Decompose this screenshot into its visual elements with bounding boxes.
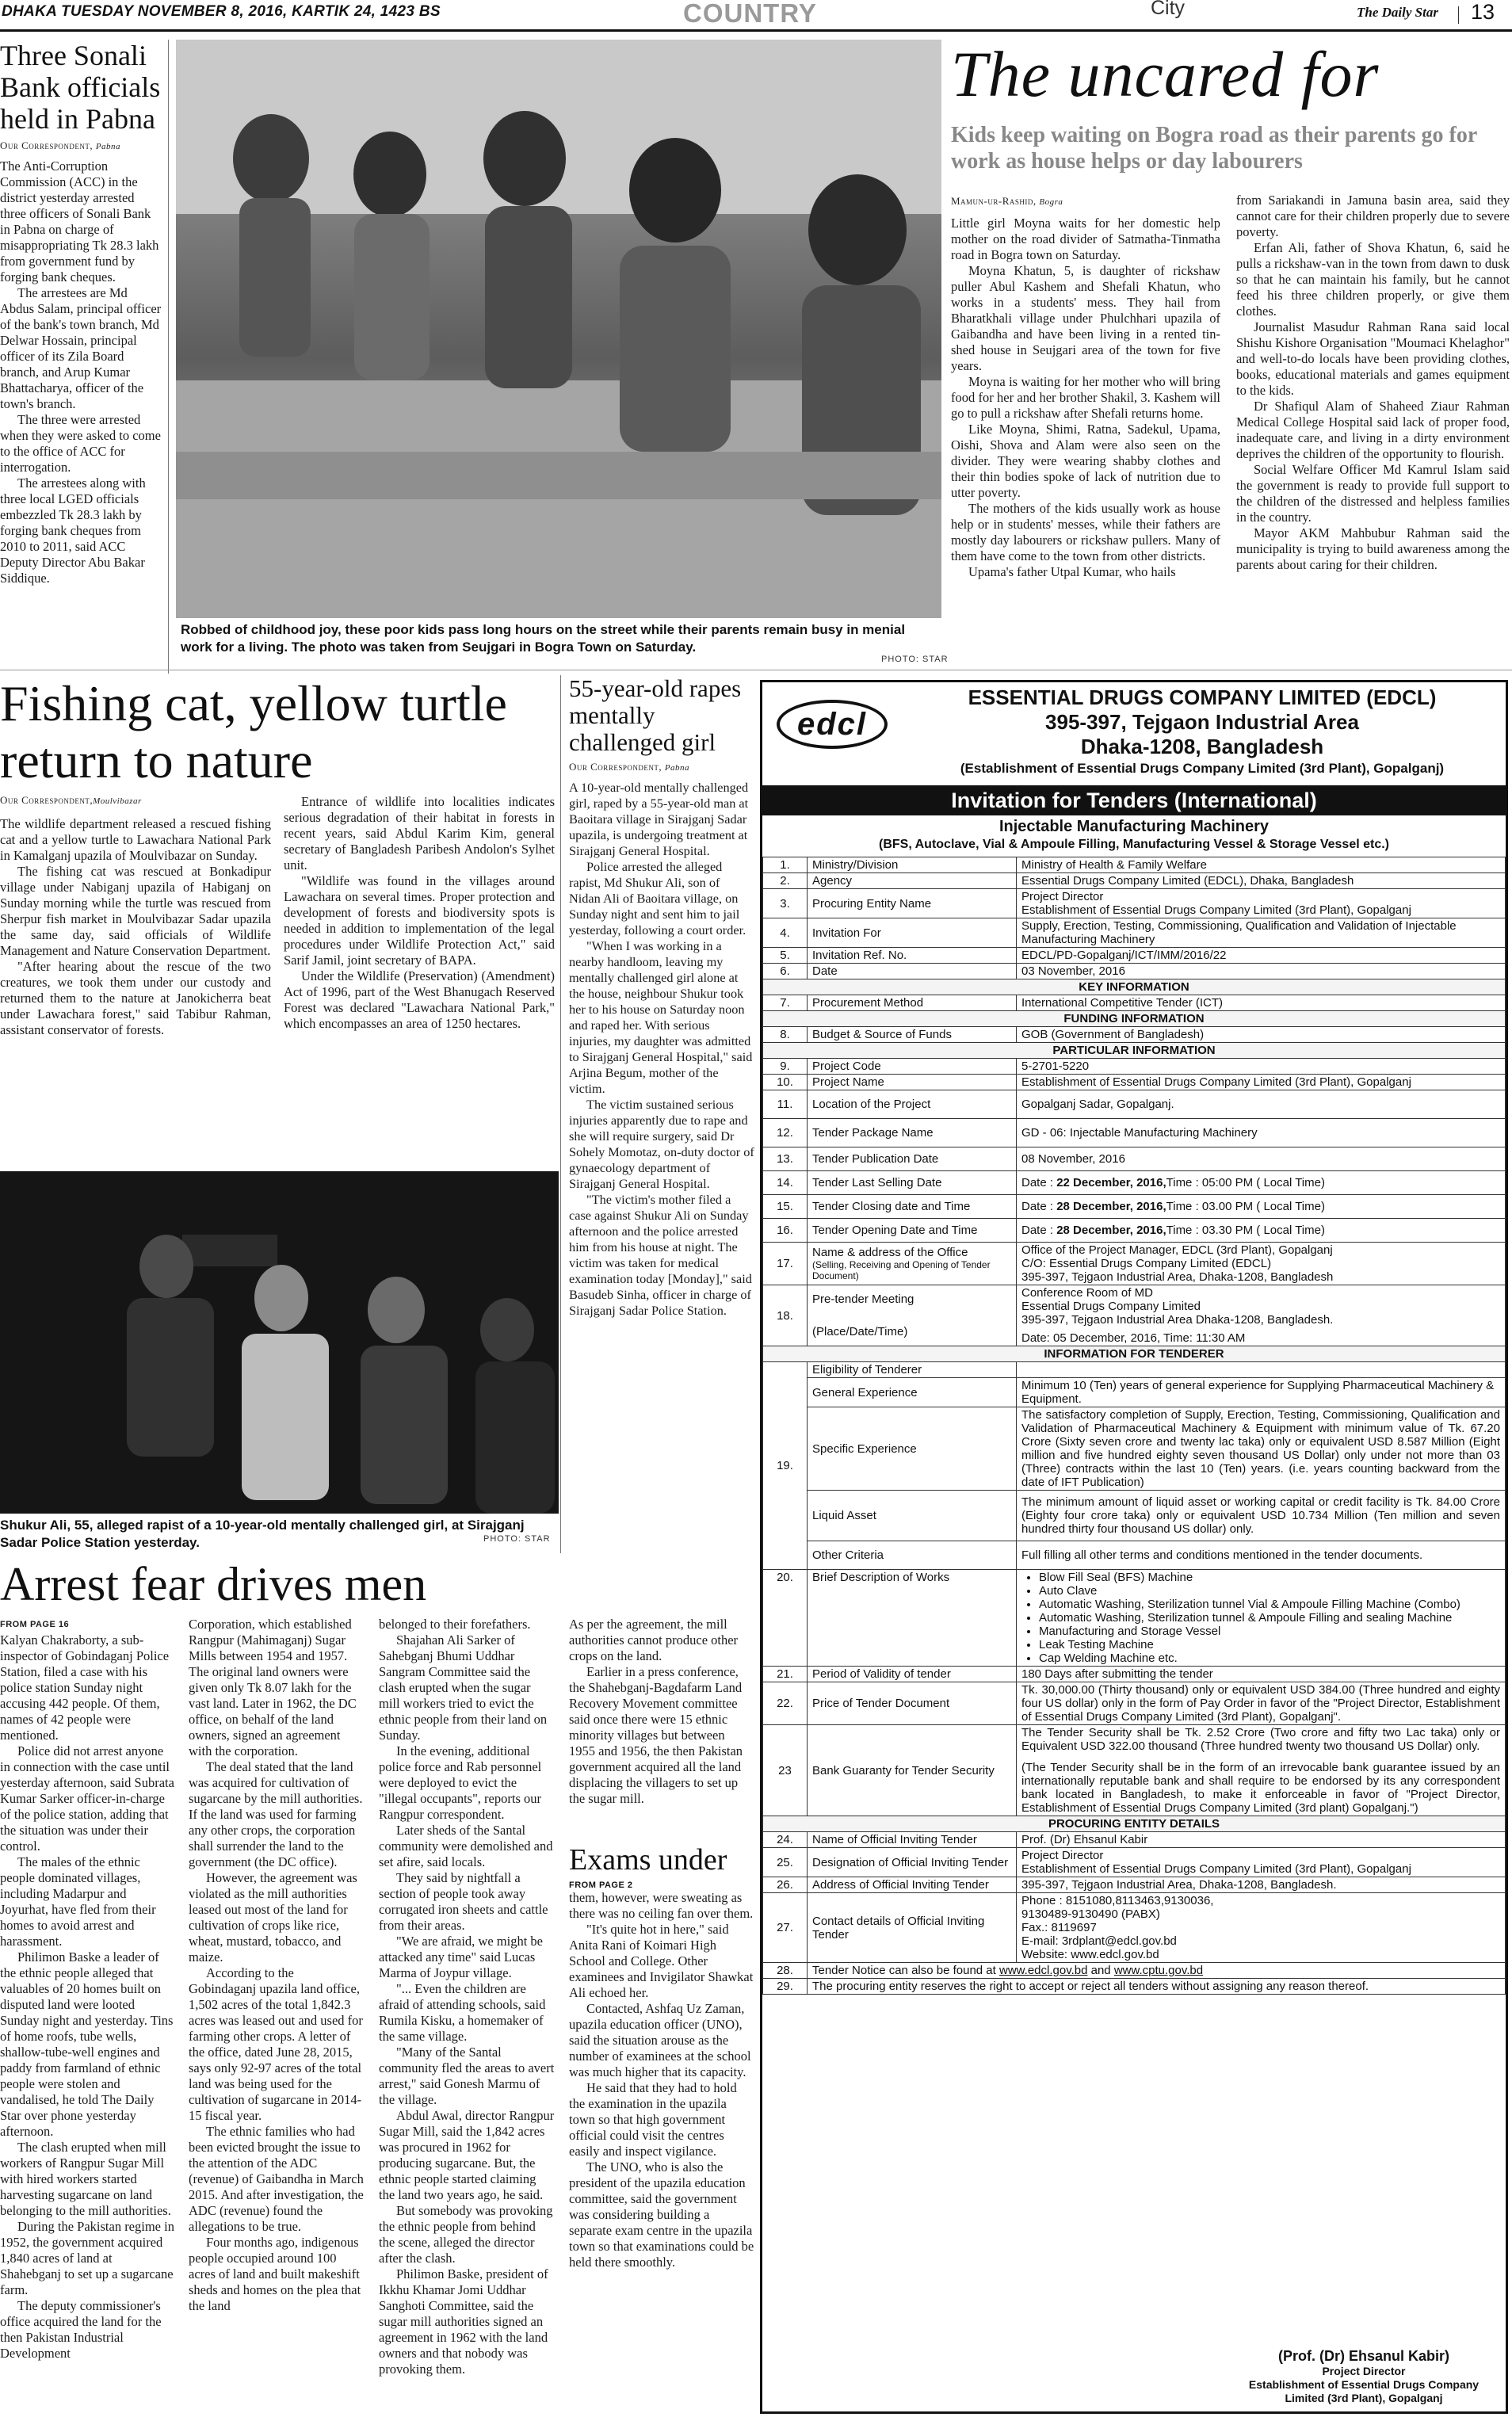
arrest-photo [0, 1171, 559, 1514]
tender-header [762, 682, 1506, 785]
article-body-col4: As per the agreement, the mill authorities cannot produce other crops on the land. Earlier in a press conference, the Shahebganj-Bagdafarm Land Recovery Movement committee said once there were 15 ethnic minority villages but between 1955 and 1956, the then Pakistan government acquired all the land displacing the villagers to set up the sugar mill. [569, 1617, 743, 1806]
subsection-label: City [1151, 0, 1186, 19]
section-label: COUNTRY [683, 0, 817, 28]
children-photo [176, 40, 941, 618]
table-row: General Experience Minimum 10 (Ten) years of general experience for Supplying Pharmaceutical Machinery & Equipment. [763, 1378, 1506, 1407]
byline: Mamun-ur-Rashid, Bogra [951, 195, 1063, 207]
table-row: 26. Address of Official Inviting Tender 395-397, Tejgaon Industrial Area, Dhaka-1208, Bangladesh. [763, 1877, 1506, 1893]
table-row: 24. Name of Official Inviting Tender Prof. (Dr) Ehsanul Kabir [763, 1832, 1506, 1848]
article-body-col3: belonged to their forefathers. Shajahan Ali Sarker of Sahebganj Bhumi Uddhar Sangram Committee said the clash erupted when the sugar mill workers tried to evict the ethnic people from their land on Sunday. In the evening, additional police force and Rab personnel were deployed to evict the "illegal occupants", reports our Rangpur correspondent. Later sheds of the Santal community were demolished and set afire, said locals. They said by nightfall a section of people took away corrugated iron sheets and cattle from their areas. "We are afraid, we might be attacked any time" said Lucas Marma of Joypur village. "... Even the children are afraid of attending schools, said Rumila Kisku, a homemaker of the same village. "Many of the Santal community fled the areas to avert arrest," said Gonesh Marmu of the village. Abdul Awal, director Rangpur Sugar Mill, said the 1,842 acres was procured in 1962 for producing sugarcane. But, the ethnic people started claiming the land two years ago, he said. But somebody was provoking the ethnic people from behind the scene, alleged the director after the clash. Philimon Baske, president of Ikkhu Khamar Jomi Uddhar Sanghoti Committee, said the sugar mill authorities signed an agreement in 1962 with the land owners and that nobody was provoking them. [379, 1617, 555, 2377]
article-body-col1: FROM PAGE 16 Kalyan Chakraborty, a sub-inspector of Gobindaganj Police Station, filed a case with his police station Sunday night accusing 442 people. Of them, names of 42 people were mentioned. Police did not arrest anyone in connection with the case until yesterday afternoon, said Subrata Kumar Sarker officer-in-charge of the police station, adding that the situation was under their control. The males of the ethnic people dominated villages, including Madarpur and Joyurhat, have fled from their homes to avoid arrest and harassment. Philimon Baske a leader of the ethnic people alleged that valuables of 20 homes built on disputed land were looted Sunday night and yesterday. Tins of home roofs, tube wells, shallow-tube-well engines and paddy from farmland of ethnic people were stolen and vandalised, he told The Daily Star over phone yesterday afternoon. The clash erupted when mill workers of Rangpur Sugar Mill with hired workers started harvesting sugarcane on land belonging to the mill authorities. During the Pakistan regime in 1952, the government acquired 1,840 acres of land at Shahebganj to set up a sugarcane farm. The deputy commissioner's office acquired the land for the then Pakistan Industrial Development [0, 1617, 176, 2362]
table-row: 17. Name & address of the Office (Selling, Receiving and Opening of Tender Document) Office of the Project Manager, EDCL (3rd Plant), Gopalganj C/O: Essential Drugs Company Limited (EDCL) 395-397, Tejgaon Industrial Area, Dhaka-1208, Bangladesh [763, 1243, 1506, 1285]
table-row: 29. The procuring entity reserves the right to accept or reject all tenders without assigning any reason thereof. [763, 1979, 1506, 1995]
table-row: Liquid Asset The minimum amount of liquid asset or working capital or credit facility is Tk. 84.00 Crore (Eighty four crore taka) only or equivalent USD 10.734 Million (Ten million and seven hundred thirty four thousand US dollar) only. [763, 1491, 1506, 1541]
photo-caption: Shukur Ali, 55, alleged rapist of a 10-year-old mentally challenged girl, at Sirajganj Sadar Police Station yesterday. [0, 1518, 525, 1550]
section-row: PARTICULAR INFORMATION [763, 1043, 1506, 1059]
sonali-bank-article [0, 40, 162, 682]
article-body: them, however, were sweating as there was no ceiling fan over them. "It's quite hot in here," said Anita Rani of Koimari High School and College. Other examinees and Invigilator Shawkat Ali echoed her. Contacted, Ashfaq Uz Zaman, upazila education officer (UNO), said the situation arouse as the number of examinees at the school was much higher that its capacity. He said that they had to hold the examination in the upazila town so that high government official could visit the centres easily and inspect vigilance. The UNO, who is also the president of the upazila education committee, said the government was considering building a separate exam centre in the upazila town so that examinations could be held there smoothly. [569, 1890, 754, 2270]
photo-caption: Robbed of childhood joy, these poor kids pass long hours on the street while their parents remain busy in menial work for a living. The photo was taken from Seujgari in Bogra Town on Saturday. [181, 622, 906, 655]
edcl-logo: edcl [777, 700, 888, 749]
tender-subtitle-2: (BFS, Autoclave, Vial & Ampoule Filling, Manufacturing Vessel & Storage Vessel etc.) [878, 838, 1389, 851]
tender-notice [760, 680, 1508, 2414]
article-body-col2: from Sariakandi in Jamuna basin area, said they cannot care for their children properly due to severe poverty. Erfan Ali, father of Shova Khatun, 6, said he pulls a rickshaw-van in the town from dawn to dusk so that he can maintain his family, but he cannot feed his three children properly, or give them clothes. Journalist Masudur Rahman Rana said local Shishu Kishore Organisation "Moumaci Khelaghor" and well-to-do locals have been providing clothes, books, educational materials and games equipment to the kids. Dr Shafiqul Alam of Shaheed Ziaur Rahman Medical College Hospital said lack of proper food, inadequate care, and living in a dirty environment deprives the children of the opportunity to flourish. Social Welfare Officer Md Kamrul Islam said the government is ready to provide full support to the children of the distressed and helpless families in the country. Mayor AKM Mahbubur Rahman said the municipality is trying to build awareness among the parents about caring for their children. [1236, 193, 1510, 572]
article-headline: Three Sonali Bank officials held in Pabna [0, 40, 161, 135]
section-row: PROCURING ENTITY DETAILS [763, 1816, 1506, 1832]
fishing-cat-article [0, 675, 559, 813]
tender-signature: (Prof. (Dr) Ehsanul Kabir) Project Director Establishment of Essential Drugs Company Limited (3rd Plant), Gopalganj [1248, 2348, 1480, 2404]
article-body: The Anti-Corruption Commission (ACC) in the district yesterday arrested three officers of Sonali Bank in Pabna on charge of misappropriating Tk 28.3 lakh from government fund by forging bank cheques. The arrestees are Md Abdus Salam, principal officer of the bank's town branch, Md Delwar Hossain, principal officer of its Zila Board branch, and Arup Kumar Bhattacharya, officer of the town's branch. The three were arrested when they were asked to come to the office of ACC for interrogation. The arrestees along with three local LGED officials embezzled Tk 28.3 lakh by forging bank cheques from 2010 to 2011, said ACC Deputy Director Abu Bakar Siddique. [0, 158, 162, 586]
section-row: FUNDING INFORMATION [763, 1011, 1506, 1027]
table-row: 27. Contact details of Official Inviting Tender Phone : 8151080,8113463,9130036, 9130489-9130490 (PABX) Fax.: 8119697 E-mail: 3rdplant@edcl.gov.bd Website: www.edcl.gov.bd [763, 1893, 1506, 1963]
table-row: Specific Experience The satisfactory completion of Supply, Erection, Testing, Commissioning, Qualification and Validation of Pharmaceutical Machinery & Equipment with minimum value of Tk. 67.20 Crore (Sixty seven crore and twenty lac taka) only or equivalent USD 8.587 Million (Eight million and five hundred eighty seven thousand US Dollar) only under not more than 03 (Three) contracts within the last 10 (Ten) years. (i.e. years counting backward from the date of IFT Publication) [763, 1407, 1506, 1491]
article-body-col2: Entrance of wildlife into localities indicates serious degradation of their habitat in forests in recent years, said Abdul Karim Kim, general secretary of Bangladesh Paribesh Andolon's Sylhet unit. "Wildlife was found in the villages around Lawachara on several times. Proper protection and development of forests and biodiversity spots is needed in addition to implementation of the legal procedures under Wildlife Protection Act," said Sarif Jamil, joint secretary of BAPA. Under the Wildlife (Preservation) (Amendment) Act of 1996, part of the West Bhanugach Reserved Forest was declared "Lawachara National Park," which encompasses an area of 1250 hectares. [284, 794, 555, 1031]
article-body-col1: The wildlife department released a rescued fishing cat and a yellow turtle to Lawachara National Park in Kamalganj upazila of Moulvibazar on Sunday. The fishing cat was rescued at Bonkadipur village under Nabiganj upazila of Habiganj on Sunday morning while the turtle was rescued from Sherpur fish market in Moulvibazar Sadar upazila the same day, said officials of Wildlife Management and Nature Conservation Department. "After hearing about the rescue of the two creatures, we took them under our custody and returned them to the nature at Janokicherra beat under Lawachara forest," said Tabibur Rahman, assistant conservator of forests. [0, 816, 271, 1037]
article-headline: Arrest fear drives men [0, 1558, 427, 1610]
table-row: 9. Project Code 5-2701-5220 [763, 1059, 1506, 1075]
article-deck: Kids keep waiting on Bogra road as their parents go for work as house helps or day labourers [951, 123, 1477, 174]
table-row: 21. Period of Validity of tender 180 Days after submitting the tender [763, 1667, 1506, 1682]
rape-article [569, 675, 754, 1319]
page-header [0, 0, 1512, 32]
article-headline: 55-year-old rapes mentally challenged girl [569, 674, 742, 756]
cptu-website-link[interactable]: www.cptu.gov.bd [1113, 1964, 1204, 1977]
article-headline: Exams under [569, 1843, 727, 1877]
byline: Our Correspondent, Pabna [569, 761, 690, 773]
table-row: 12. Tender Package Name GD - 06: Injectable Manufacturing Machinery [763, 1119, 1506, 1147]
byline: Our Correspondent, Pabna [0, 139, 121, 151]
article-body-col2: Corporation, which established Rangpur (Mahimaganj) Sugar Mills between 1954 and 1957. The original land owners were given only Tk 8.07 lakh for the vast land. Later in 1962, the DC office, on behalf of the land owners, signed an agreement with the corporation. The deal stated that the land was acquired for cultivation of sugarcane by the mill authorities. If the land was used for farming any other crops, the corporation shall surrender the land to the government (the DC office). However, the agreement was violated as the mill authorities leased out most of the land for cultivation of crops like rice, wheat, mustard, tobacco, and maize. According to the Gobindaganj upazila land office, 1,502 acres of the total 1,842.3 acres was leased out and used for farming other crops. A letter of the office, dated June 28, 2015, says only 92-97 acres of the total land was being used for the cultivation of sugarcane in 2014-15 fiscal year. The ethnic families who had been evicted brought the issue to the attention of the ADC (revenue) of Gaibandha in March 2015. And after investigation, the ADC (revenue) found the allegations to be true. Four months ago, indigenous people occupied around 100 acres of land and built makeshift sheds and homes on the plea that the land [189, 1617, 364, 2313]
table-row: 15. Tender Closing date and Time Date : 28 December, 2016,Time : 03.00 PM ( Local Time) [763, 1195, 1506, 1219]
arrest-article [0, 1558, 761, 1610]
table-row: 4. Invitation For Supply, Erection, Testing, Commissioning, Qualification and Validation of Injectable Manufacturing Machinery [763, 918, 1506, 948]
table-row: 5. Invitation Ref. No. EDCL/PD-Gopalganj/ICT/IMM/2016/22 [763, 948, 1506, 964]
article-headline: The uncared for [951, 38, 1380, 110]
table-row: 23 Bank Guaranty for Tender Security The Tender Security shall be Tk. 2.52 Crore (Two crore and fifty two Lac taka) only or Equivalent USD 322.00 thousand (Three hundred twenty two thousand US Dollar) only. (The Tender Security shall be in the form of an irrevocable bank guarantee issued by an internationally reputable bank and shall require to be endorsed by its any correspondent bank located in Bangladesh, to make it enforceable in favor of "Project Director, Establishment of Essential Drugs Company Limited (3rd plant) Gopalganj.") [763, 1725, 1506, 1816]
photo-credit: PHOTO: STAR [881, 655, 949, 664]
tender-banner: Invitation for Tenders (International) [762, 785, 1506, 815]
uncared-article [951, 40, 1510, 174]
jump-line: FROM PAGE 16 [0, 1620, 70, 1629]
edcl-website-link[interactable]: www.edcl.gov.bd [999, 1964, 1088, 1977]
table-row: 7. Procurement Method International Competitive Tender (ICT) [763, 995, 1506, 1011]
table-row: 8. Budget & Source of Funds GOB (Government of Bangladesh) [763, 1027, 1506, 1043]
table-row: 1. Ministry/Division Ministry of Health & Family Welfare [763, 857, 1506, 873]
article-body: A 10-year-old mentally challenged girl, raped by a 55-year-old man at Baoitara village in Sirajganj Sadar upazila, is undergoing treatment at Sirajganj General Hospital. Police arrested the alleged rapist, Md Shukur Ali, son of Nidan Ali of Baoitara village, on Sunday night and sent him to jail yesterday, following a court order. "When I was working in a nearby handloom, leaving my mentally challenged girl alone at the house, neighbour Shukur took her to his house on Saturday noon and raped her. With serious injuries, my daughter was admitted to Sirajganj General Hospital," said Arjina Begum, mother of the victim. The victim sustained serious injuries apparently due to rape and she will require surgery, said Dr Sohely Momotaz, on-duty doctor of gynaecology department of Sirajganj General Hospital. "The victim's mother filed a case against Shukur Ali on Sunday afternoon and the police arrested him from his house at night. The victim was taken for medical examination today [Monday]," said Basudeb Sinha, officer in charge of Sirajganj Sadar Police Station. [569, 780, 754, 1318]
section-row: INFORMATION FOR TENDERER [763, 1346, 1506, 1362]
tender-table [762, 857, 1506, 1995]
article-body-col1: Little girl Moyna waits for her domestic help mother on the road divider of Satmatha-Tinmatha road in Bogra town on Saturday. Moyna Khatun, 5, is daughter of rickshaw puller Abul Kashem and Shefali Khatun, who works in a students' mess. They hail from Bharatkhali village under Phulchhari upazila of Gaibandha and have been living in a rented tin-shed house in Seujgari area of the town for five years. Moyna is waiting for her mother who will bring food for her and her brother Shakil, 3. Kashem will go to pull a rickshaw after Shefali returns home. Like Moyna, Shimi, Ratna, Sadekul, Upama, Oishi, Shova and Alam were also seen on the divider. They were wearing shabby clothes and their thin bodies spoke of lack of nutrition due to utter poverty. The mothers of the kids usually work as house help or in students' messes, while their fathers are mostly day labourers or rickshaw pullers. Many of them have come to the town from other districts. Upama's father Utpal Kumar, who hails [951, 216, 1220, 579]
tender-subtitle: Injectable Manufacturing Machinery [998, 818, 1270, 835]
table-row: 19. Eligibility of Tenderer [763, 1362, 1506, 1378]
table-row: 25. Designation of Official Inviting Tender Project Director Establishment of Essential Drugs Company Limited (3rd Plant), Gopalganj [763, 1848, 1506, 1877]
photo-credit: PHOTO: STAR [483, 1534, 551, 1544]
article-headline: Fishing cat, yellow turtle return to nature [0, 675, 507, 788]
masthead-divider [1458, 6, 1459, 24]
section-row: KEY INFORMATION [763, 979, 1506, 995]
table-row: Other Criteria Full filling all other terms and conditions mentioned in the tender documents. [763, 1541, 1506, 1570]
table-row: 16. Tender Opening Date and Time Date : 28 December, 2016,Time : 03.30 PM ( Local Time) [763, 1219, 1506, 1243]
table-row: 3. Procuring Entity Name Project Director Establishment of Essential Drugs Company Limited (3rd Plant), Gopalganj [763, 889, 1506, 918]
table-row: 28. Tender Notice can also be found at www.edcl.gov.bd and www.cptu.gov.bd [763, 1963, 1506, 1979]
children-photo-art [176, 40, 941, 618]
column-rule [560, 675, 561, 1553]
byline: Our Correspondent,Moulvibazar [0, 794, 142, 806]
table-row: 18. Pre-tender Meeting (Place/Date/Time) Conference Room of MD Essential Drugs Company Limited 395-397, Tejgaon Industrial Area Dhaka-1208, Bangladesh. Date: 05 December, 2016, Time: 11:30 AM [763, 1285, 1506, 1346]
exams-article [569, 1842, 754, 2270]
tender-company: ESSENTIAL DRUGS COMPANY LIMITED (EDCL) 395-397, Tejgaon Industrial Area Dhaka-1208, Bangladesh (Establishment of Essential Drugs Company Limited (3rd Plant), Gopalganj) [960, 685, 1445, 776]
jump-line: FROM PAGE 2 [569, 1881, 633, 1890]
masthead-logo: The Daily Star [1357, 5, 1438, 20]
column-rule [168, 40, 169, 674]
table-row: 11. Location of the Project Gopalganj Sadar, Gopalganj. [763, 1090, 1506, 1119]
works-list: • Blow Fill Seal (BFS) Machine • Auto Clave • Automatic Washing, Sterilization tunnel Vial & Ampoule Filling Machine (Combo) • Automatic Washing, Sterilization tunnel & Ampoule Filling and sealing Machine • Manufacturing and Storage Vessel • Leak Testing Machine • Cap Welding Machine etc. [1021, 1571, 1500, 1665]
page-number: 13 [1471, 0, 1495, 24]
table-row: 10. Project Name Establishment of Essential Drugs Company Limited (3rd Plant), Gopalganj [763, 1075, 1506, 1090]
table-row: 14. Tender Last Selling Date Date : 22 December, 2016,Time : 05:00 PM ( Local Time) [763, 1171, 1506, 1195]
table-row: 13. Tender Publication Date 08 November, 2016 [763, 1147, 1506, 1171]
arrest-photo-art [0, 1171, 559, 1514]
table-row: 22. Price of Tender Document Tk. 30,000.00 (Thirty thousand) only or equivalent USD 384.00 (Three hundred and eighty four US dollar) only in the form of Pay Order in favor of the "Project Director, Establishment of Essential Drugs Company Limited (3rd Plant), Gopalganj". [763, 1682, 1506, 1725]
dateline: DHAKA TUESDAY NOVEMBER 8, 2016, KARTIK 24, 1423 BS [2, 3, 441, 20]
table-row: 2. Agency Essential Drugs Company Limited (EDCL), Dhaka, Bangladesh [763, 873, 1506, 889]
table-row: 6. Date 03 November, 2016 [763, 964, 1506, 979]
table-row: 20. Brief Description of Works • Blow Fill Seal (BFS) Machine • Auto Clave • Automatic Washing, Sterilization tunnel Vial & Ampoule Filling Machine (Combo) • Automatic Washing, Sterilization tunnel & Ampoule Filling and sealing Machine • Manufacturing and Storage Vessel • Leak Testing Machine • Cap Welding Machine etc. [763, 1570, 1506, 1667]
